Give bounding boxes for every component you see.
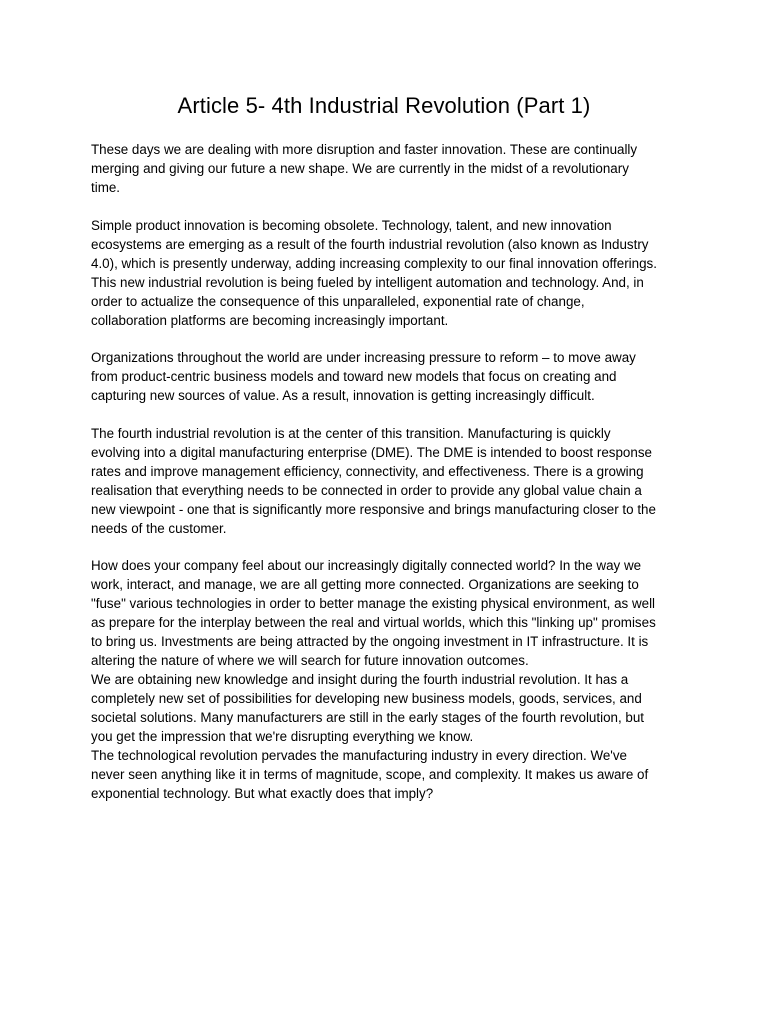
text-line: merging and giving our future a new shape. We are currently in the midst of a revolutionary [91, 161, 629, 176]
text-line: 4.0), which is presently underway, adding increasing complexity to our final innovation offerings. [91, 255, 657, 271]
text-line: This new industrial revolution is being fueled by intelligent automation and technology. And, in [91, 274, 644, 290]
page-title: Article 5- 4th Industrial Revolution (Part 1) [177, 93, 591, 118]
text-line: We are obtaining new knowledge and insight during the fourth industrial revolution. It has a [91, 672, 629, 687]
text-line: Simple product innovation is becoming obsolete. Technology, talent, and new innovation [91, 217, 612, 233]
text-line: to bring us. Investments are being attracted by the ongoing investment in IT infrastructure. It is [91, 634, 649, 649]
paragraph-3 [91, 348, 681, 405]
text-line: The technological revolution pervades the manufacturing industry in every direction. We've [91, 748, 627, 763]
paragraph-4 [91, 424, 681, 538]
paragraph-5 [91, 556, 681, 803]
text-line: altering the nature of where we will search for future innovation outcomes. [91, 653, 529, 668]
text-line: These days we are dealing with more disruption and faster innovation. These are continually [91, 142, 638, 157]
article-body [91, 140, 681, 803]
text-line: societal solutions. Many manufacturers are still in the early stages of the fourth revolution, but [91, 710, 645, 725]
text-line: exponential technology. But what exactly does that imply? [91, 786, 434, 801]
text-line: time. [91, 180, 121, 195]
text-line: new viewpoint - one that is significantly more responsive and brings manufacturing closer to the [91, 501, 656, 517]
text-line: collaboration platforms are becoming increasingly important. [91, 312, 449, 328]
text-line: as prepare for the interplay between the real and virtual worlds, which this "linking up" promises [91, 615, 656, 630]
text-line: How does your company feel about our increasingly digitally connected world? In the way we [91, 558, 642, 573]
text-line: needs of the customer. [91, 520, 227, 536]
paragraph-2 [91, 216, 681, 330]
text-line: "fuse" various technologies in order to better manage the existing physical environment, as well [91, 596, 656, 611]
text-line: rates and improve management efficiency, connectivity, and effectiveness. There is a growing [91, 463, 644, 479]
text-line: Organizations throughout the world are under increasing pressure to reform – to move away [91, 350, 636, 365]
text-line: work, interact, and manage, we are all getting more connected. Organizations are seeking to [91, 577, 639, 592]
text-line: from product-centric business models and toward new models that focus on creating and [91, 369, 617, 384]
paragraph-1 [91, 140, 681, 197]
text-line: The fourth industrial revolution is at the center of this transition. Manufacturing is quickly [91, 425, 611, 441]
text-line: order to actualize the consequence of this unparalleled, exponential rate of change, [91, 293, 585, 309]
text-line: completely new set of possibilities for developing new business models, goods, services, and [91, 691, 642, 706]
text-line: realisation that everything needs to be connected in order to provide any global value chain a [91, 482, 642, 498]
text-line: capturing new sources of value. As a result, innovation is getting increasingly difficult. [91, 388, 595, 403]
text-line: evolving into a digital manufacturing enterprise (DME). The DME is intended to boost response [91, 444, 652, 460]
text-line: you get the impression that we're disrupting everything we know. [91, 729, 474, 744]
text-line: ecosystems are emerging as a result of the fourth industrial revolution (also known as Industry [91, 236, 649, 252]
text-line: never seen anything like it in terms of magnitude, scope, and complexity. It makes us aware of [91, 767, 649, 782]
